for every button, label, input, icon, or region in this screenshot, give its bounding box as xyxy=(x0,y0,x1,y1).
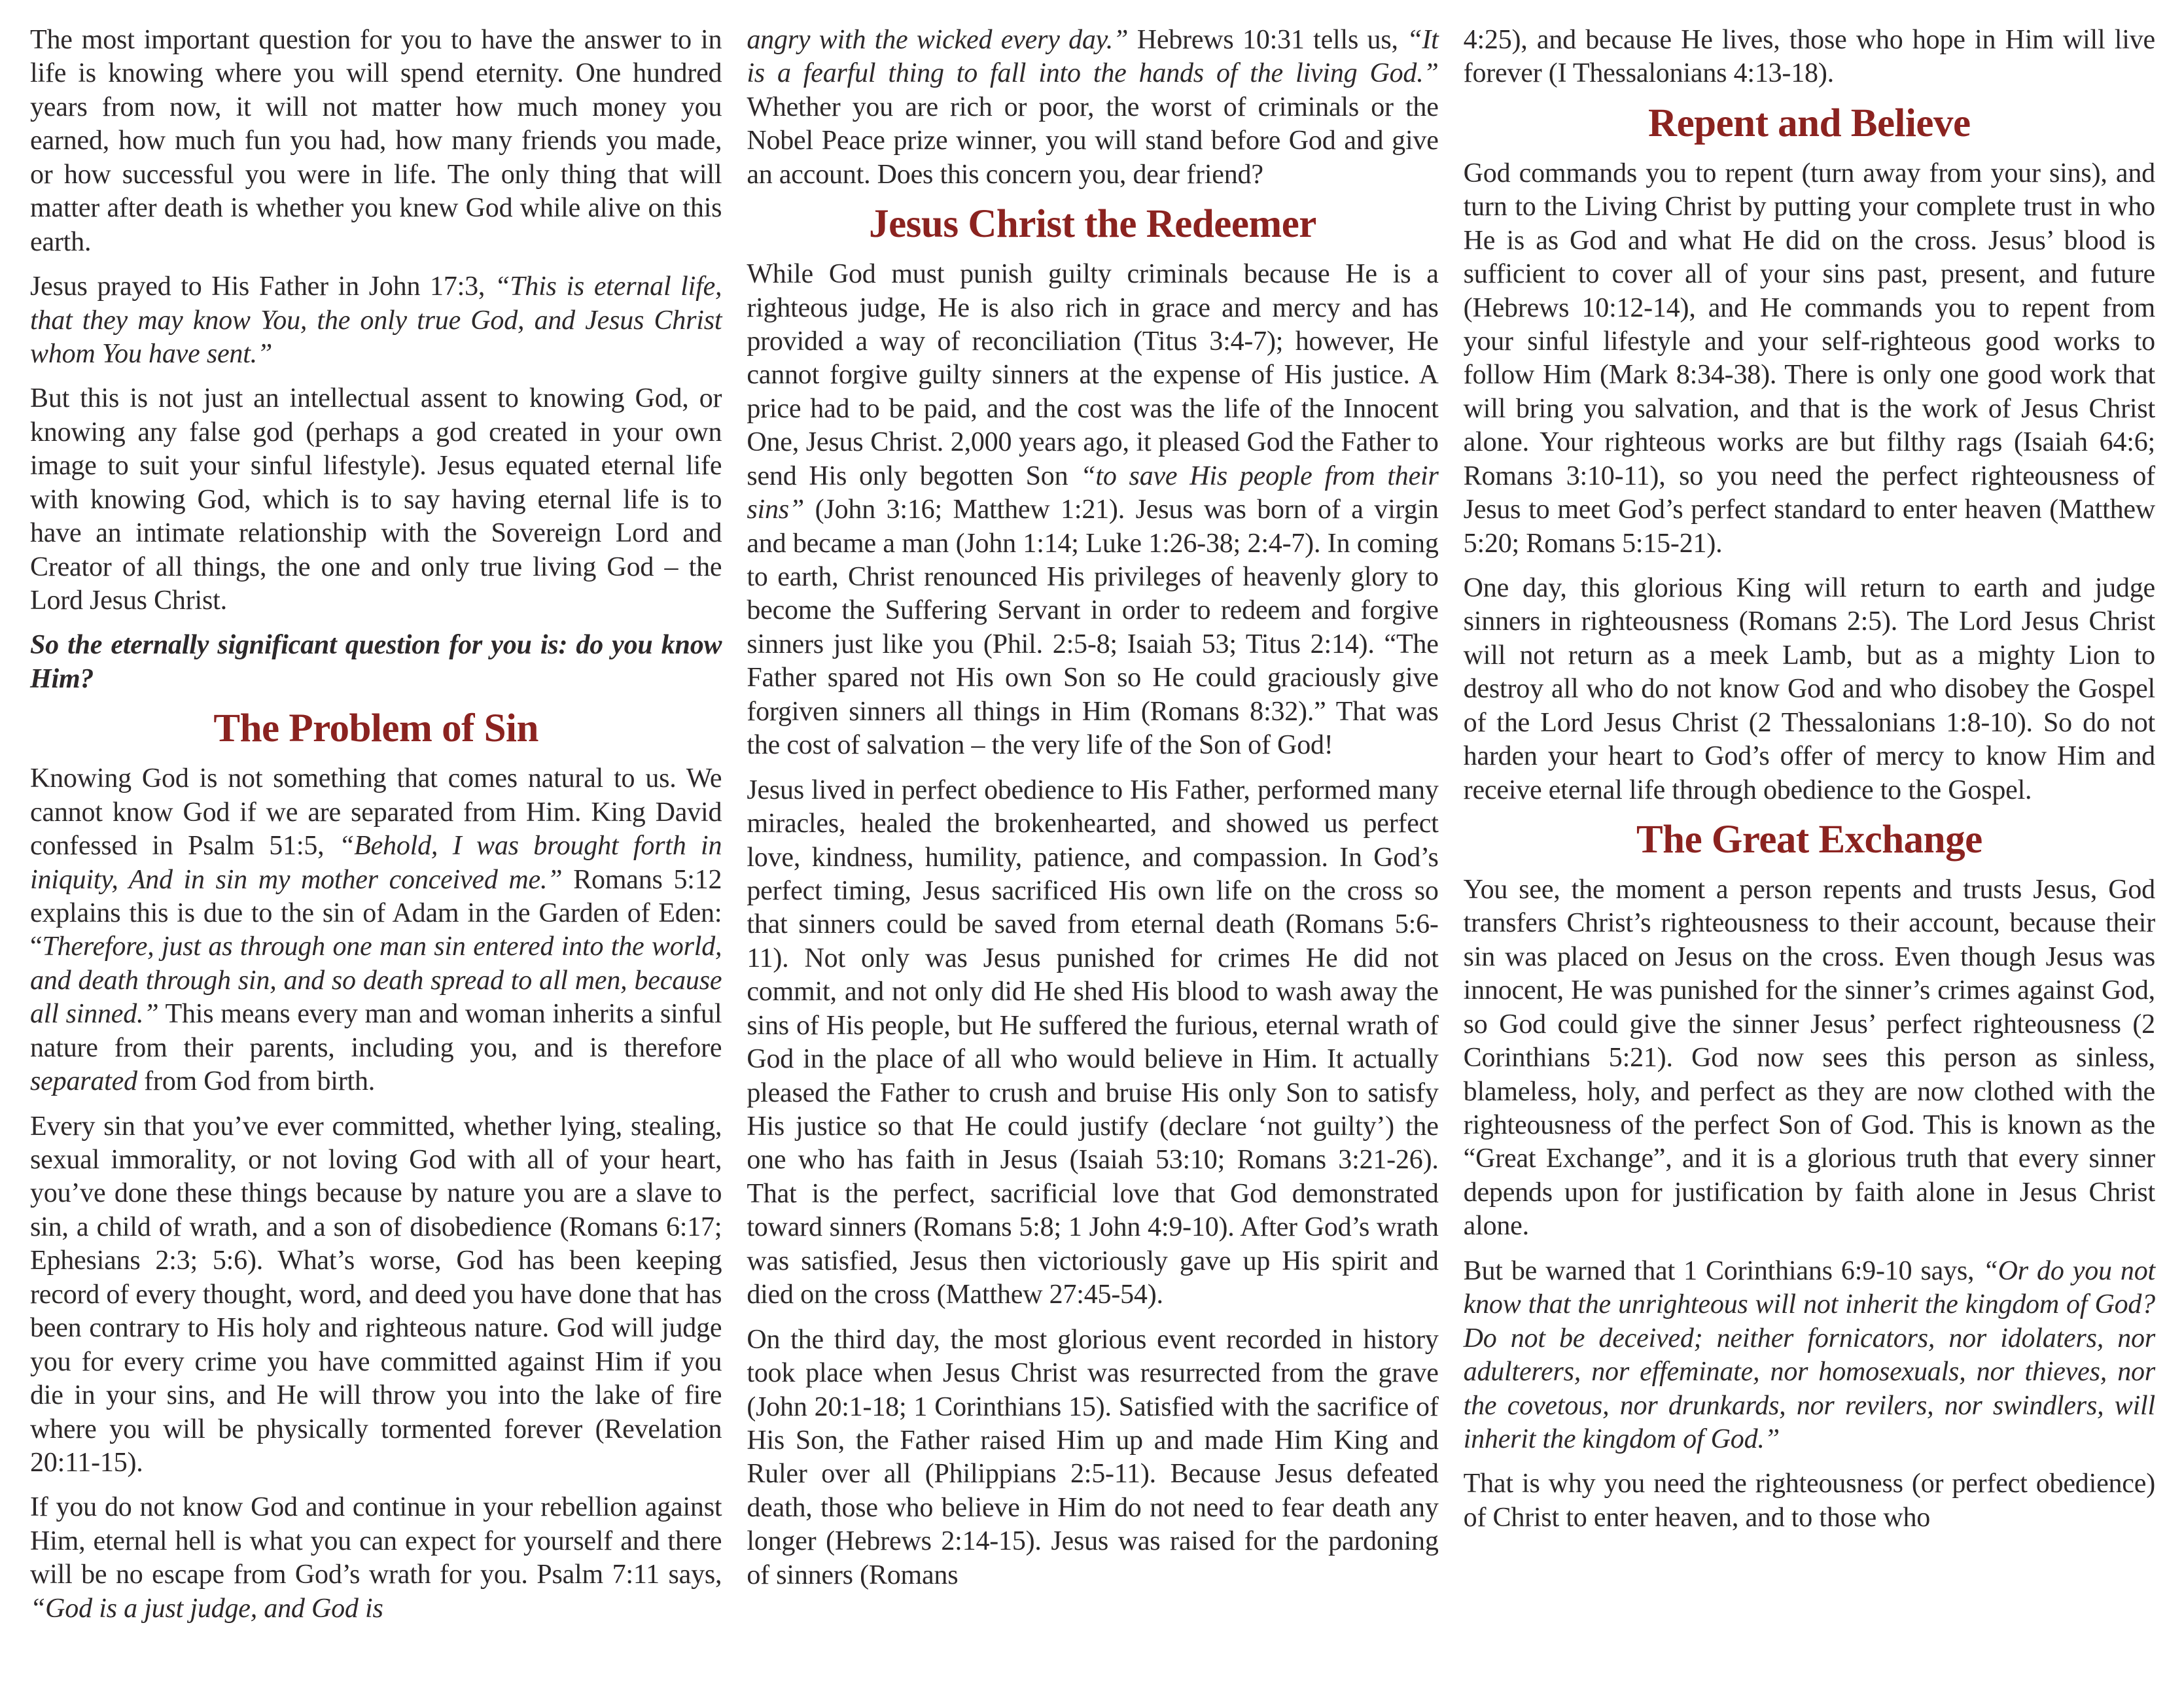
section-heading: The Great Exchange xyxy=(1636,818,1982,862)
paragraph xyxy=(747,258,1438,763)
body-text: But this is not just an intellectual assent to knowing God, or knowing any false god (perhaps a god created in your own image to suit your sinful lifestyle). Jesus equated eternal life with knowing God, which is to say having eternal life is to have an intimate relationship with the Sovereign Lord and Creator of all things, the one and only true living God – the Lord Jesus Christ. xyxy=(30,383,722,616)
scripture-quote: “Or do you not know that the unrighteous will not inherit the kingdom of God? Do not be deceived; neither fornicators, nor idolaters, nor adulterers, nor effeminate, nor homosexuals, nor thieves, nor the covetous, nor drunkards, nor revilers, nor swindlers, will inherit the kingdom of God.” xyxy=(1463,1255,2155,1454)
paragraph xyxy=(30,1491,722,1626)
paragraph xyxy=(747,774,1438,1312)
section-heading: Jesus Christ the Redeemer xyxy=(869,202,1316,247)
section-heading: The Problem of Sin xyxy=(213,707,538,751)
column-3 xyxy=(1464,24,2155,1673)
paragraph xyxy=(30,762,722,1098)
body-text: 4:25), and because He lives, those who hope in Him will live forever (I Thessalonians 4:13-18). xyxy=(1463,25,2155,89)
body-text: Jesus prayed to His Father in John 17:3, xyxy=(30,271,495,302)
column-1 xyxy=(30,24,722,1673)
paragraph xyxy=(1464,24,2155,91)
scripture-quote: “This is eternal life, that they may know You, the only true God, and Jesus Christ whom You have sent.” xyxy=(30,271,722,369)
body-text: If you do not know God and continue in your rebellion against Him, eternal hell is what you can expect for yourself and there will be no escape from God’s wrath for you. Psalm 7:11 says, xyxy=(30,1492,722,1590)
body-text: Whether you are rich or poor, the worst of criminals or the Nobel Peace prize winner, you will stand before God and give an account. Does this concern you, dear friend? xyxy=(747,92,1439,190)
scripture-quote: “Behold, I was brought forth in iniquity, And in sin my mother conceived me.” xyxy=(30,831,722,895)
scripture-quote: separated xyxy=(30,1066,137,1097)
scripture-quote: Therefore, just as through one man sin entered into the world, and death through sin, and so death spread to all men, because all sinned.” xyxy=(30,932,722,1030)
paragraph xyxy=(747,1323,1438,1593)
paragraph xyxy=(30,24,722,259)
paragraph xyxy=(30,270,722,371)
body-text: That is why you need the righteousness (or perfect obedience) of Christ to enter heaven, and to those who xyxy=(1463,1469,2155,1533)
section-heading: Repent and Believe xyxy=(1648,101,1971,145)
body-text: Every sin that you’ve ever committed, whether lying, stealing, sexual immorality, or not loving God with all of your heart, you’ve done these things because by nature you are a slave to sin, a child of wrath, and a son of disobedience (Romans 6:17; Ephesians 2:3; 5:6). What’s worse, God has been keeping record of every thought, word, and deed you have done that has been contrary to His holy and righteous nature. God will judge you for every crime you have committed against Him if you die in your sins, and He will throw you into the lake of fire where you will be physically tormented forever (Revelation 20:11-15). xyxy=(30,1111,722,1478)
scripture-quote: “It is a fearful thing to fall into the hands of the living God.” xyxy=(747,25,1439,89)
body-text: Hebrews 10:31 tells us, xyxy=(1128,25,1407,55)
body-text: On the third day, the most glorious event recorded in history took place when Jesus Christ was resurrected from the grave (John 20:1-18; 1 Corinthians 15). Satisfied with the sacrifice of His Son, the Father raised Him up and made Him King and Ruler over all (Philippians 2:5-11). Because Jesus defeated death, those who believe in Him do not need to fear death any longer (Hebrews 2:14-15). Jesus was raised for the pardoning of sinners (Romans xyxy=(747,1324,1439,1590)
columns xyxy=(30,24,2155,1673)
body-text: from God from birth. xyxy=(137,1066,376,1097)
column-2 xyxy=(747,24,1438,1673)
paragraph xyxy=(30,382,722,618)
paragraph xyxy=(1464,572,2155,807)
body-text: God commands you to repent (turn away from your sins), and turn to the Living Christ by putting your complete trust in who He is as God and what He did on the cross. Jesus’ blood is sufficient to cover all of your sins past, present, and future (Hebrews 10:12-14), and He commands you to repent from your sinful lifestyle and your self-righteous good works to follow Him (Mark 8:34-38). There is only one good work that will bring you salvation, and that is the work of Jesus Christ alone. Your righteous works are but filthy rags (Isaiah 64:6; Romans 3:10-11), so you need the perfect righteousness of Jesus to meet God’s perfect standard to enter heaven (Matthew 5:20; Romans 5:15-21). xyxy=(1463,158,2155,559)
paragraph xyxy=(1464,157,2155,561)
scripture-quote: “to save His people from their sins” xyxy=(747,461,1439,525)
paragraph xyxy=(30,629,722,696)
body-text: But be warned that 1 Corinthians 6:9-10 says, xyxy=(1463,1255,1983,1286)
body-text: While God must punish guilty criminals because He is a righteous judge, He is also rich in grace and mercy and has provided a way of reconciliation (Titus 3:4-7); however, He cannot forgive guilty sinners at the expense of His justice. A price had to be paid, and the cost was the life of the Innocent One, Jesus Christ. 2,000 years ago, it pleased God the Father to send His only begotten Son xyxy=(747,259,1439,491)
body-text: Romans 5:12 explains this is due to the sin of Adam in the Garden of Eden: “ xyxy=(30,864,722,962)
paragraph xyxy=(1464,1255,2155,1457)
scripture-quote: So the eternally significant question for you is: do you know Him? xyxy=(30,630,722,694)
body-text: (John 3:16; Matthew 1:21). Jesus was born of a virgin and became a man (John 1:14; Luke 1:26-38; 2:4-7). In coming to earth, Christ renounced His privileges of heavenly glory to become the Suffering Servant in order to redeem and forgive sinners just like you (Phil. 2:5-8; Isaiah 53; Titus 2:14). “The Father spared not His own Son so He could graciously give forgiven sinners all things in Him (Romans 8:32).” That was the cost of salvation – the very life of the Son of God! xyxy=(747,495,1439,761)
scripture-quote: angry with the wicked every day.” xyxy=(747,25,1129,55)
body-text: You see, the moment a person repents and trusts Jesus, God transfers Christ’s righteousness to their account, because their sin was placed on Jesus on the cross. Even though Jesus was innocent, He was punished for the sinner’s crimes against God, so God could give the sinner Jesus’ perfect righteousness (2 Corinthians 5:21). God now sees this person as sinless, blameless, holy, and perfect as they are now clothed with the righteousness of the perfect Son of God. This is known as the “Great Exchange”, and it is a glorious truth that every sinner depends upon for justification by faith alone in Jesus Christ alone. xyxy=(1463,874,2155,1242)
body-text: The most important question for you to have the answer to in life is knowing where you will spend eternity. One hundred years from now, it will not matter how much money you earned, how much fun you had, how many friends you made, or how successful you were in life. The only thing that will matter after death is whether you knew God while alive on this earth. xyxy=(30,25,722,257)
paragraph xyxy=(1464,873,2155,1244)
paragraph xyxy=(30,1110,722,1480)
paragraph xyxy=(747,24,1438,192)
body-text: Jesus lived in perfect obedience to His Father, performed many miracles, healed the brokenhearted, and showed us perfect love, kindness, humility, patience, and compassion. In God’s perfect timing, Jesus sacrificed His own life on the cross so that sinners could be saved from eternal death (Romans 5:6-11). Not only was Jesus punished for crimes He did not commit, and not only did He shed His blood to wash away the sins of His people, but He suffered the furious, eternal wrath of God in the place of all who would believe in Him. It actually pleased the Father to crush and bruise His only Son to satisfy His justice so that He could justify (declare ‘not guilty’) the one who has faith in Jesus (Isaiah 53:10; Romans 3:21-26). That is the perfect, sacrificial love that God demonstrated toward sinners (Romans 5:8; 1 John 4:9-10). After God’s wrath was satisfied, Jesus then victoriously gave up His spirit and died on the cross (Matthew 27:45-54). xyxy=(747,775,1439,1310)
body-text: Knowing God is not something that comes natural to us. We cannot know God if we are separated from Him. King David confessed in Psalm 51:5, xyxy=(30,763,722,862)
body-text: One day, this glorious King will return to earth and judge sinners in righteousness (Romans 2:5). The Lord Jesus Christ will not return as a meek Lamb, but as a mighty Lion to destroy all who do not know God and who disobey the Gospel of the Lord Jesus Christ (2 Thessalonians 1:8-10). So do not harden your heart to God’s offer of mercy to know Him and receive eternal life through obedience to the Gospel. xyxy=(1463,573,2155,805)
body-text: This means every man and woman inherits a sinful nature from their parents, including you, and is therefore xyxy=(30,999,722,1063)
scripture-quote: “God is a just judge, and God is xyxy=(30,1593,383,1624)
paragraph xyxy=(1464,1467,2155,1535)
